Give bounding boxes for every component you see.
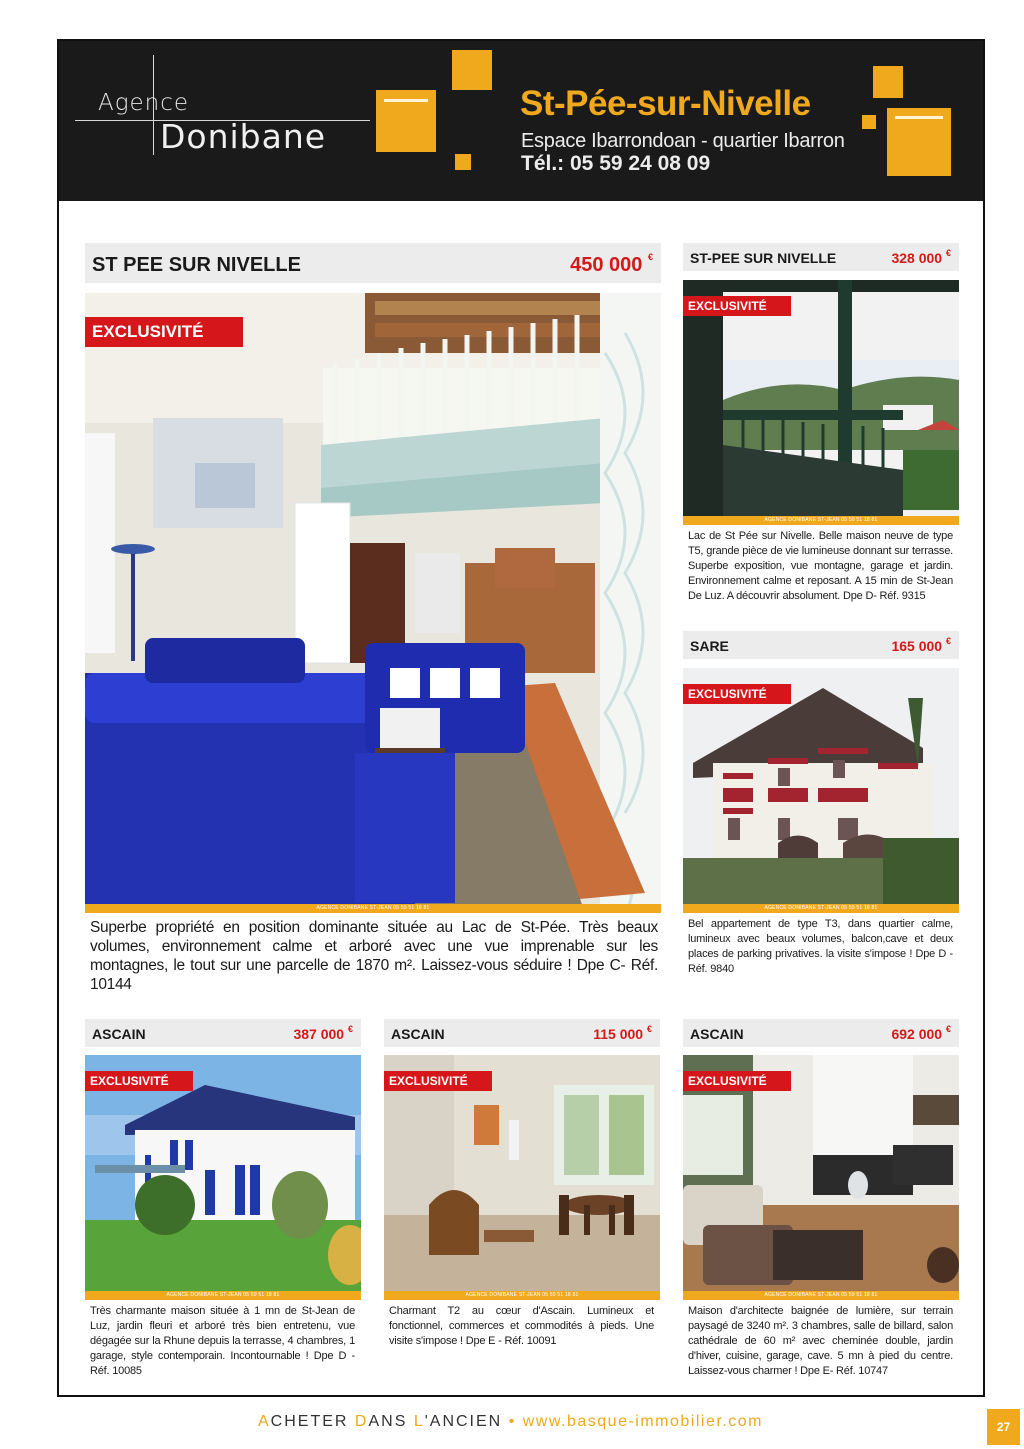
- exclusivite-badge: EXCLUSIVITÉ: [384, 1071, 492, 1091]
- page-number: 27: [987, 1409, 1020, 1445]
- listing-title-bar: [683, 1019, 959, 1047]
- logo-square: [873, 66, 903, 98]
- listing-photo-apartment[interactable]: [384, 1055, 660, 1300]
- listing-photo-living-room[interactable]: [85, 293, 661, 913]
- agency-phone: Tél.: 05 59 24 08 09: [521, 152, 711, 175]
- photo-credit: AGENCE DONIBANE ST-JEAN 05 59 51 18 81: [683, 904, 959, 913]
- exclusivite-badge: EXCLUSIVITÉ: [85, 317, 243, 347]
- listing-photo-architect-house[interactable]: [683, 1055, 959, 1300]
- listing-photo-basque-house[interactable]: [683, 668, 959, 913]
- photo-credit: AGENCE DONIBANE ST-JEAN 05 59 51 18 81: [683, 516, 959, 525]
- listing-town: ST PEE SUR NIVELLE: [92, 254, 301, 276]
- listing-town: ASCAIN: [391, 1026, 445, 1042]
- listing-price: 115 000 €: [593, 1024, 652, 1042]
- listing-title-bar: [85, 243, 661, 283]
- listing-description: Maison d'architecte baignée de lumière, sur terrain paysagé de 3240 m². 3 chambres, salle de billard, salon cathédrale de 60 m² avec cheminée double, jardin d'hiver, cuisine, garage, cave. 5 mn à pied du centre. Laissez-vous charmer ! Dpe E- Réf. 10747: [688, 1305, 953, 1377]
- listing-description: Superbe propriété en position dominante située au Lac de St-Pée. Très beaux volumes, environnement calme et arboré avec une vue imprenable sur les montagnes, le tout sur une parcelle de 1870 m². Laissez-vous séduire ! Dpe C- Réf. 10144: [90, 919, 658, 993]
- photo-credit: AGENCE DONIBANE ST-JEAN 05 59 51 18 81: [85, 1291, 361, 1300]
- listing-town: SARE: [690, 638, 729, 654]
- listing-title-bar: [384, 1019, 660, 1047]
- agency-city: St-Pée-sur-Nivelle: [520, 84, 811, 123]
- exclusivite-badge: EXCLUSIVITÉ: [683, 296, 791, 316]
- listing-price: 387 000 €: [293, 1024, 353, 1042]
- listing-photo-terrace[interactable]: [683, 280, 959, 525]
- logo-square: [455, 154, 471, 170]
- exclusivite-badge: EXCLUSIVITÉ: [683, 1071, 791, 1091]
- listing-title-bar: [683, 631, 959, 659]
- photo-credit: AGENCE DONIBANE ST-JEAN 05 59 51 18 81: [683, 1291, 959, 1300]
- listing-price: 328 000 €: [891, 248, 951, 266]
- listing-description: Bel appartement de type T3, dans quartier calme, lumineux avec beaux volumes, balcon,cave et deux places de parking privatives. la visite s'impose ! Dpe D - Réf. 9840: [688, 918, 953, 975]
- listing-town: ST-PEE SUR NIVELLE: [690, 250, 837, 266]
- footer-tagline: ACHETER DANS L'ANCIEN • www.basque-immobilier.com: [258, 1413, 763, 1430]
- listing-description: Lac de St Pée sur Nivelle. Belle maison neuve de type T5, grande pièce de vie lumineuse donnant sur terrasse. Superbe exposition, vue montagne, garage et jardin. Environnement calme et reposant. A 15 min de St-Jean De Luz. A découvrir absolument. Dpe D- Réf. 9315: [688, 530, 953, 602]
- agency-address: Espace Ibarrondoan - quartier Ibarron: [521, 130, 845, 152]
- logo-agence-text: Agence: [98, 90, 190, 116]
- logo-square-highlight: [895, 116, 943, 119]
- footer-website-link[interactable]: www.basque-immobilier.com: [522, 1413, 763, 1430]
- exclusivite-badge: EXCLUSIVITÉ: [85, 1071, 193, 1091]
- listing-description: Charmant T2 au cœur d'Ascain. Lumineux et fonctionnel, commerces et commodités à pieds. Une visite s'impose ! Dpe E - Réf. 10091: [389, 1305, 654, 1347]
- photo-credit: AGENCE DONIBANE ST-JEAN 05 59 51 18 81: [85, 904, 661, 913]
- listing-photo-villa[interactable]: [85, 1055, 361, 1300]
- listing-price: 450 000 €: [570, 252, 653, 276]
- logo-square-highlight: [384, 99, 428, 102]
- listing-title-bar: [683, 243, 959, 271]
- exclusivite-badge: EXCLUSIVITÉ: [683, 684, 791, 704]
- photo-credit: AGENCE DONIBANE ST-JEAN 05 59 51 18 81: [384, 1291, 660, 1300]
- logo-agency-name: Donibane: [160, 117, 327, 156]
- listing-town: ASCAIN: [690, 1026, 744, 1042]
- listing-description: Très charmante maison située à 1 mn de St-Jean de Luz, jardin fleuri et arboré très bien entretenu, vue dégagée sur la Rhune depuis la terrasse, 4 chambres, 1 garage, style contemporain. Incontournable ! Dpe D - Réf. 10085: [90, 1305, 355, 1377]
- listing-town: ASCAIN: [92, 1026, 146, 1042]
- logo-square: [862, 115, 876, 129]
- listing-price: 692 000 €: [891, 1024, 951, 1042]
- listing-title-bar: [85, 1019, 361, 1047]
- listing-price: 165 000 €: [891, 636, 951, 654]
- logo-square: [452, 50, 492, 90]
